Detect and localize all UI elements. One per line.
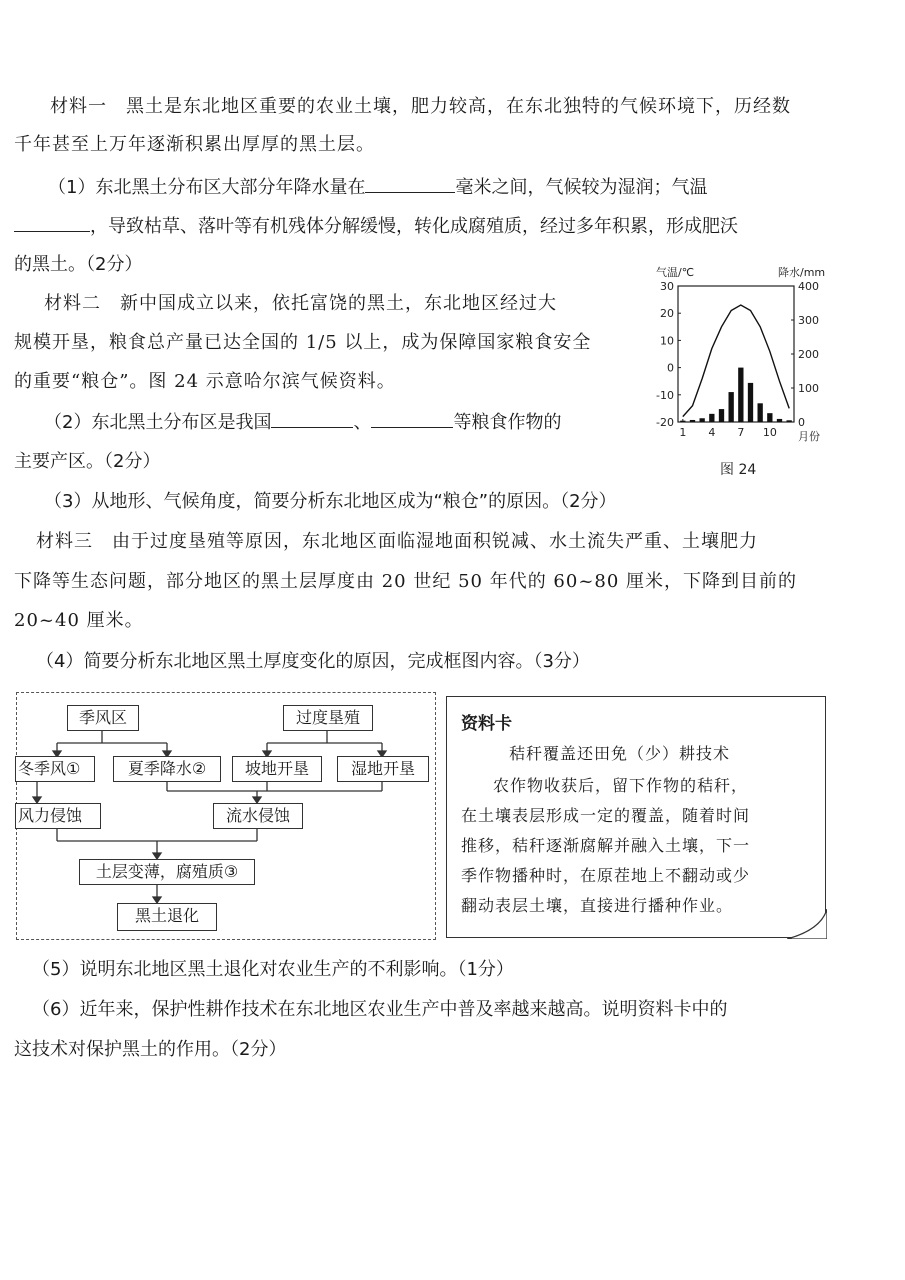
q1-text-b: 毫米之间，气候较为湿润；气温: [455, 177, 708, 198]
q3-line: （3）从地形、气候角度，简要分析东北地区成为“粮仓”的原因。（2分）: [44, 491, 617, 512]
chart-x-tick-label: 1: [679, 426, 687, 439]
material3-line1: 材料三 由于过度垦殖等原因，东北地区面临湿地面积锐减、水土流失严重、土壤肥力: [36, 531, 758, 552]
chart-right-tick-label: 0: [798, 416, 805, 429]
q2-line2: 主要产区。（2分）: [14, 451, 161, 472]
chart-left-tick-label: -10: [656, 388, 674, 402]
chart-x-tick-label: 10: [762, 426, 777, 439]
chart-left-tick-label: 30: [660, 280, 674, 293]
box-soil-thinning: 土层变薄，腐殖质③: [79, 859, 255, 885]
chart-x-tick-label: 7: [737, 426, 745, 439]
card-title: 资料卡: [461, 714, 512, 734]
q6-line1: （6）近年来，保护性耕作技术在东北地区农业生产中普及率越来越高。说明资料卡中的: [32, 999, 728, 1020]
q2-text-a: （2）东北黑土分布区是我国: [44, 412, 272, 433]
chart-x-tick-label: 4: [708, 426, 716, 439]
material1-line2: 千年甚至上万年逐渐积累出厚厚的黑土层。: [14, 134, 375, 155]
chart-precip-bar: [777, 419, 782, 422]
chart-precip-bar: [787, 420, 792, 422]
page-curl-icon: [787, 909, 827, 939]
box-black-soil-degradation: 黑土退化: [117, 903, 217, 931]
chart-precip-bar: [729, 392, 734, 422]
chart-precip-bar: [709, 414, 714, 422]
material2-line1: 材料二 新中国成立以来，依托富饶的黑土，东北地区经过大: [44, 293, 557, 314]
q5-line: （5）说明东北地区黑土退化对农业生产的不利影响。（1分）: [32, 959, 514, 980]
q1-blank-2[interactable]: [14, 213, 90, 232]
box-wind-erosion: 风力侵蚀: [15, 803, 101, 829]
q2-line1: [44, 409, 561, 435]
card-line-5: 翻动表层土壤，直接进行播种作业。: [461, 896, 734, 915]
card-line-3: 推移，秸秆逐渐腐解并融入土壤，下一: [461, 836, 751, 855]
chart-caption: 图 24: [720, 462, 757, 478]
q2-text-b: 等粮食作物的: [453, 412, 562, 433]
chart-right-tick-label: 100: [798, 382, 819, 395]
q2-blank-2[interactable]: [371, 409, 453, 428]
box-overfarming: 过度垦殖: [283, 705, 373, 731]
chart-precip-bar: [767, 413, 772, 422]
chart-precip-bar: [758, 403, 763, 422]
info-card: [446, 696, 826, 938]
chart-right-tick-label: 300: [798, 314, 819, 327]
material2-line2: 规模开垦，粮食总产量已达全国的 1/5 以上，成为保障国家粮食安全: [14, 332, 592, 353]
climate-chart: [648, 262, 848, 482]
chart-precip-bar: [680, 421, 685, 422]
material3-line2: 下降等生态问题，部分地区的黑土层厚度由 20 世纪 50 年代的 60~80 厘米，下降到目前的: [14, 571, 798, 592]
material1-line1: 材料一 黑土是东北地区重要的农业土壤，肥力较高，在东北独特的气候环境下，历经数: [50, 96, 791, 117]
box-water-erosion: 流水侵蚀: [213, 803, 303, 829]
chart-right-tick-label: 400: [798, 280, 819, 293]
chart-precip-bar: [719, 409, 724, 422]
flow-diagram: [16, 692, 436, 940]
card-line-1: 农作物收获后，留下作物的秸秆，: [493, 776, 749, 795]
chart-precip-bar: [748, 383, 753, 422]
q1-line2: [14, 213, 738, 239]
box-winter-monsoon: 冬季风①: [15, 756, 95, 782]
q2-blank-1[interactable]: [271, 409, 353, 428]
box-wetland-farming: 湿地开垦: [337, 756, 429, 782]
chart-left-tick-label: -20: [656, 416, 674, 429]
card-line-2: 在土壤表层形成一定的覆盖，随着时间: [461, 806, 751, 825]
chart-x-unit: 月份: [798, 430, 820, 443]
box-monsoon: 季风区: [67, 705, 139, 731]
q2-sep: 、: [353, 412, 372, 433]
q1-line1: [48, 174, 707, 200]
material3-line3: 20~40 厘米。: [14, 610, 144, 631]
q1-line3: 的黑土。（2分）: [14, 254, 143, 275]
chart-right-tick-label: 200: [798, 348, 819, 361]
chart-left-tick-label: 10: [660, 334, 674, 348]
card-line-4: 季作物播种时，在原茬地上不翻动或少: [461, 866, 751, 885]
chart-precip-bar: [690, 420, 695, 422]
q4-line: （4）简要分析东北地区黑土厚度变化的原因，完成框图内容。（3分）: [36, 651, 590, 672]
q1-text-c: ，导致枯草、落叶等有机残体分解缓慢，转化成腐殖质，经过多年积累，形成肥沃: [90, 216, 738, 237]
chart-precip-bar: [738, 368, 743, 422]
chart-left-label: 气温/℃: [656, 266, 695, 279]
chart-temp-line: [683, 305, 789, 417]
chart-left-tick-label: 0: [667, 361, 674, 375]
box-summer-rain: 夏季降水②: [113, 756, 221, 782]
chart-precip-bar: [700, 418, 705, 422]
chart-right-label: 降水/mm: [778, 266, 826, 279]
material2-line3: 的重要“粮仓”。图 24 示意哈尔滨气候资料。: [14, 371, 396, 392]
box-slope-farming: 坡地开垦: [232, 756, 322, 782]
card-subtitle: 秸秆覆盖还田免（少）耕技术: [509, 744, 731, 763]
chart-left-tick-label: 20: [660, 307, 674, 321]
chart-plot-frame: [678, 286, 794, 422]
q6-line2: 这技术对保护黑土的作用。（2分）: [14, 1039, 287, 1060]
q1-blank-1[interactable]: [365, 174, 455, 193]
q1-text-a: （1）东北黑土分布区大部分年降水量在: [48, 177, 366, 198]
chart-axes: [656, 280, 819, 439]
